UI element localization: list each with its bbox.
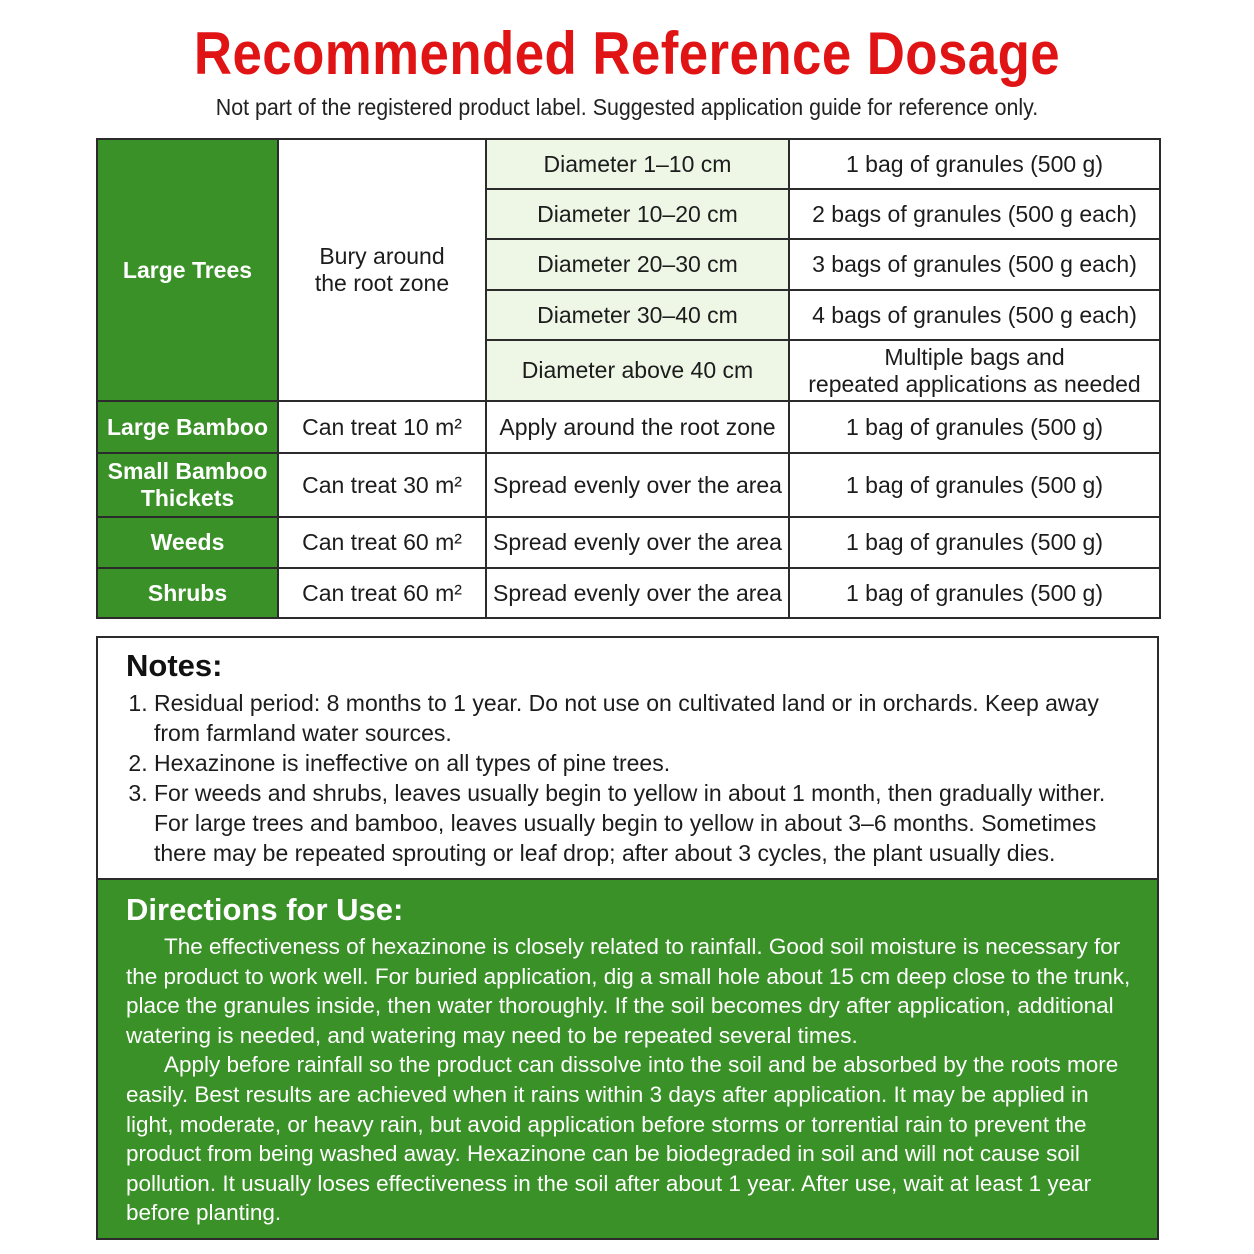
dosage-table xyxy=(96,138,1161,619)
page-title: Recommended Reference Dosage xyxy=(193,20,1061,87)
directions-section xyxy=(96,878,1159,1240)
note-line: there may be repeated sprouting or leaf drop; after about 3 cycles, the plant usually dies. xyxy=(154,840,1056,866)
method-line: the root zone xyxy=(314,270,450,296)
method-cell: Spread evenly over the area xyxy=(486,453,789,517)
dose-cell: 1 bag of granules (500 g) xyxy=(789,453,1160,517)
size-cell: Diameter 30–40 cm xyxy=(486,290,789,340)
note-line: 2. Hexazinone is ineffective on all types of pine trees. xyxy=(154,750,671,776)
note-line: For large trees and bamboo, leaves usually begin to yellow in about 3–6 months. Sometimes xyxy=(154,810,1097,836)
list-item xyxy=(154,688,1164,748)
dose-cell: 1 bag of granules (500 g) xyxy=(789,139,1160,189)
category-shrubs: Shrubs xyxy=(97,568,278,618)
category-line: Small Bamboo xyxy=(107,458,268,484)
category-large-bamboo: Large Bamboo xyxy=(97,401,278,453)
directions-body xyxy=(126,932,1131,1228)
dose-cell: 2 bags of granules (500 g each) xyxy=(789,189,1160,239)
coverage-cell: Can treat 30 m² xyxy=(278,453,486,517)
note-line: 1. Residual period: 8 months to 1 year. Do not use on cultivated land or in orchards. Keep away xyxy=(154,690,1099,716)
dose-cell: 4 bags of granules (500 g each) xyxy=(789,290,1160,340)
dose-line: repeated applications as needed xyxy=(808,370,1141,397)
table-row xyxy=(97,568,1160,618)
note-line: 3. For weeds and shrubs, leaves usually begin to yellow in about 1 month, then gradually wither. xyxy=(154,780,1106,806)
list-item xyxy=(154,748,1164,778)
note-line: from farmland water sources. xyxy=(154,720,452,746)
dose-cell: 3 bags of granules (500 g each) xyxy=(789,239,1160,290)
category-small-bamboo-thickets xyxy=(97,453,278,517)
coverage-cell: Can treat 60 m² xyxy=(278,568,486,618)
size-cell: Diameter 1–10 cm xyxy=(486,139,789,189)
dose-cell xyxy=(789,340,1160,401)
table-row xyxy=(97,517,1160,568)
dose-cell: 1 bag of granules (500 g) xyxy=(789,401,1160,453)
dose-cell: 1 bag of granules (500 g) xyxy=(789,568,1160,618)
category-large-trees: Large Trees xyxy=(97,139,278,401)
notes-list xyxy=(126,688,1164,868)
directions-paragraph: The effectiveness of hexazinone is closely related to rainfall. Good soil moisture is necessary for the product to work well. For buried application, dig a small hole about 15 cm deep close to the trunk, place the granules inside, then water thoroughly. If the soil becomes dry after application, additional watering is needed, and watering may need to be repeated several times. xyxy=(126,934,1131,1048)
size-cell: Diameter above 40 cm xyxy=(486,340,789,401)
method-cell: Spread evenly over the area xyxy=(486,517,789,568)
table-row xyxy=(97,401,1160,453)
method-large-trees xyxy=(278,139,486,401)
dose-cell: 1 bag of granules (500 g) xyxy=(789,517,1160,568)
table-row xyxy=(97,453,1160,517)
method-line: Bury around xyxy=(319,243,445,269)
notes-section xyxy=(96,636,1159,880)
directions-heading: Directions for Use: xyxy=(126,892,404,927)
table-row xyxy=(97,139,1160,189)
category-line: Thickets xyxy=(140,485,235,511)
page-subtitle: Not part of the registered product label. Suggested application guide for reference only. xyxy=(215,94,1039,120)
size-cell: Diameter 20–30 cm xyxy=(486,239,789,290)
list-item xyxy=(154,778,1164,868)
size-cell: Diameter 10–20 cm xyxy=(486,189,789,239)
category-weeds: Weeds xyxy=(97,517,278,568)
notes-heading: Notes: xyxy=(126,648,223,683)
method-cell: Apply around the root zone xyxy=(486,401,789,453)
method-cell: Spread evenly over the area xyxy=(486,568,789,618)
coverage-cell: Can treat 10 m² xyxy=(278,401,486,453)
dose-line: Multiple bags and xyxy=(884,343,1065,370)
directions-paragraph: Apply before rainfall so the product can dissolve into the soil and be absorbed by the roots more easily. Best results are achieved when it rains within 3 days after application. It may be applied in light, moderate, or heavy rain, but avoid application before storms or torrential rain to prevent the product from being washed away. Hexazinone can be biodegraded in soil and will not cause soil pollution. It usually loses effectiveness in the soil after about 1 year. After use, wait at least 1 year before planting. xyxy=(126,1052,1119,1226)
coverage-cell: Can treat 60 m² xyxy=(278,517,486,568)
